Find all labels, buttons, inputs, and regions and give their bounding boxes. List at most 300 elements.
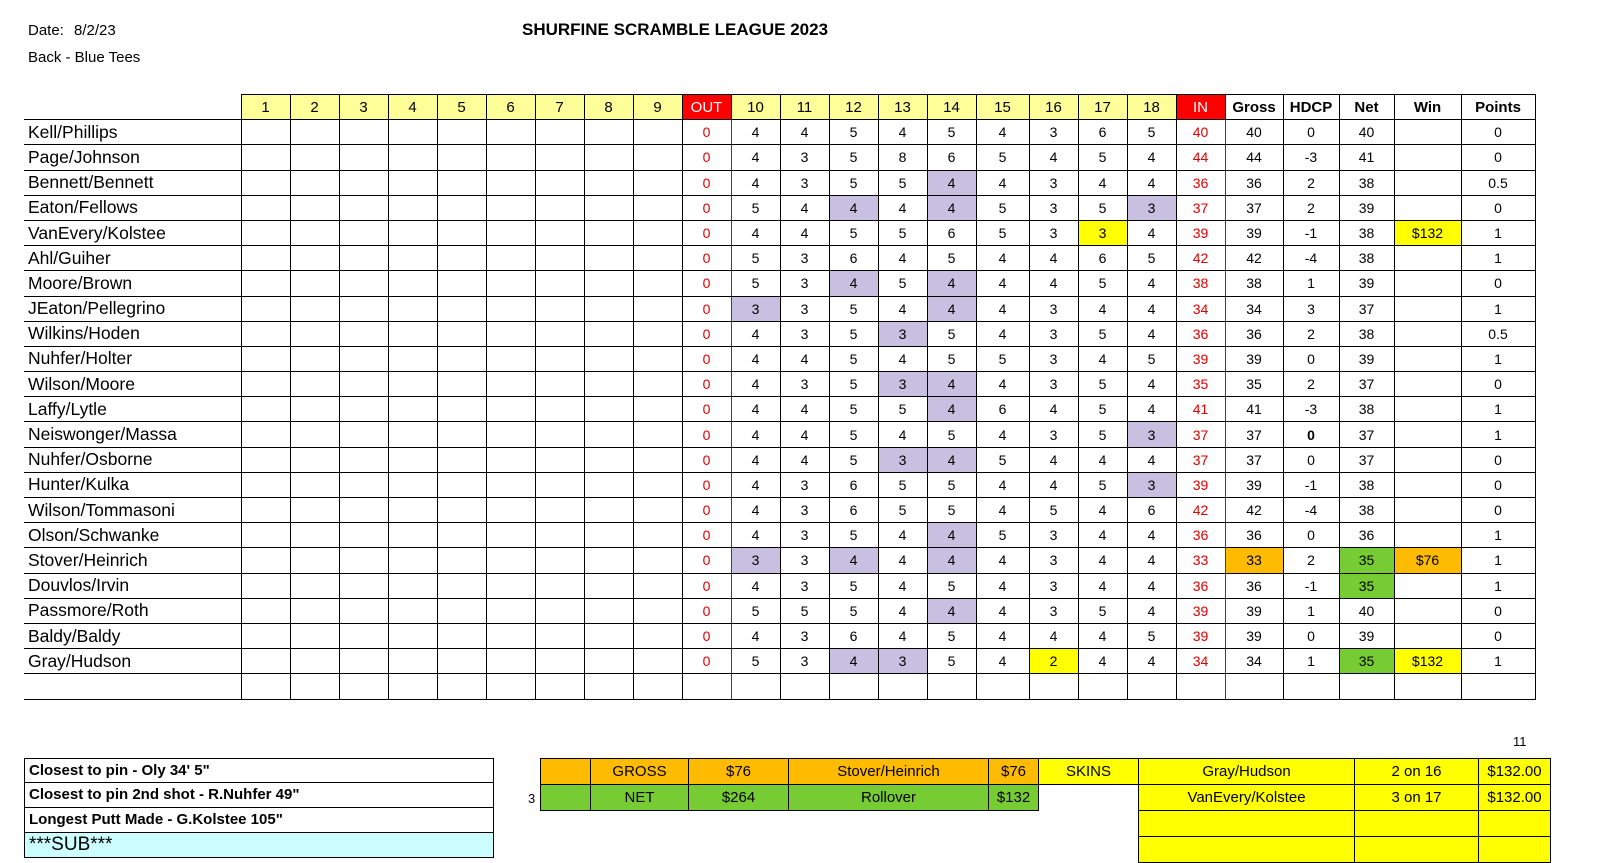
win-amount	[1394, 472, 1461, 497]
win-amount	[1394, 397, 1461, 422]
gross-score: 44	[1225, 145, 1283, 170]
front-hole-score	[437, 145, 486, 170]
back-hole-score: 5	[927, 623, 976, 648]
net-score: 37	[1339, 372, 1394, 397]
back-hole-score: 4	[1127, 573, 1176, 598]
back-hole-score: 4	[829, 649, 878, 674]
out-total: 0	[682, 573, 731, 598]
back-hole-score: 5	[976, 447, 1029, 472]
win-amount	[1394, 372, 1461, 397]
empty-cell	[535, 674, 584, 699]
front-hole-score	[388, 271, 437, 296]
front-hole-score	[584, 346, 633, 371]
back-hole-score: 5	[976, 195, 1029, 220]
points: 0.5	[1461, 170, 1535, 195]
back-hole-score: 6	[829, 472, 878, 497]
back-hole-score: 4	[1078, 623, 1127, 648]
front-hole-score	[388, 195, 437, 220]
gross-payout-row	[541, 759, 1551, 785]
in-total: 39	[1176, 220, 1225, 245]
front-hole-score	[633, 623, 682, 648]
skin-amount	[1479, 811, 1551, 837]
front-hole-score	[290, 649, 339, 674]
front-hole-score	[633, 296, 682, 321]
back-hole-score: 4	[1029, 397, 1078, 422]
net-score: 37	[1339, 296, 1394, 321]
gross-score: 37	[1225, 422, 1283, 447]
gross-score: 36	[1225, 523, 1283, 548]
handicap: 1	[1283, 598, 1339, 623]
front-hole-score	[633, 246, 682, 271]
front-hole-score	[339, 397, 388, 422]
back-hole-score: 4	[1029, 623, 1078, 648]
out-total: 0	[682, 321, 731, 346]
back-hole-score: 4	[829, 548, 878, 573]
back-hole-score: 4	[927, 447, 976, 472]
back-hole-score: 4	[731, 523, 780, 548]
team-row	[24, 447, 1535, 472]
gross-score: 42	[1225, 246, 1283, 271]
empty-cell	[241, 674, 290, 699]
back-hole-score: 4	[976, 271, 1029, 296]
front-hole-score	[290, 346, 339, 371]
front-hole-score	[633, 573, 682, 598]
back-hole-score: 4	[976, 321, 1029, 346]
front-hole-score	[290, 120, 339, 145]
back-hole-score: 5	[731, 649, 780, 674]
front-hole-score	[437, 523, 486, 548]
back-hole-score: 4	[878, 296, 927, 321]
back-hole-score: 5	[829, 573, 878, 598]
gross-winner: Stover/Heinrich	[789, 759, 989, 785]
back-hole-score: 4	[780, 195, 829, 220]
back-hole-score: 5	[829, 397, 878, 422]
front-hole-score	[437, 422, 486, 447]
back-hole-score: 5	[1078, 598, 1127, 623]
skin-amount: $132.00	[1479, 785, 1551, 811]
handicap: 2	[1283, 372, 1339, 397]
back-hole-score: 3	[780, 246, 829, 271]
empty-cell	[486, 674, 535, 699]
front-hole-score	[241, 372, 290, 397]
front-hole-score	[633, 548, 682, 573]
points: 1	[1461, 246, 1535, 271]
out-total: 0	[682, 472, 731, 497]
tees-label: Back - Blue Tees	[28, 49, 141, 66]
back-hole-score: 3	[1029, 598, 1078, 623]
front-hole-score	[388, 220, 437, 245]
skin-hole: 3 on 17	[1355, 785, 1479, 811]
front-hole-score	[241, 548, 290, 573]
column-header: Gross	[1225, 95, 1283, 120]
front-hole-score	[584, 195, 633, 220]
out-total: 0	[682, 346, 731, 371]
back-hole-score: 3	[780, 573, 829, 598]
back-hole-score: 6	[829, 623, 878, 648]
back-hole-score: 3	[780, 548, 829, 573]
empty-cell	[682, 674, 731, 699]
back-hole-score: 5	[1078, 472, 1127, 497]
back-hole-score: 4	[1078, 548, 1127, 573]
front-hole-score	[486, 145, 535, 170]
team-name: Bennett/Bennett	[24, 170, 241, 195]
back-hole-score: 6	[927, 145, 976, 170]
gross-each: $76	[989, 759, 1039, 785]
front-hole-score	[535, 472, 584, 497]
column-header: 7	[535, 95, 584, 120]
back-hole-score: 4	[731, 120, 780, 145]
front-hole-score	[388, 472, 437, 497]
front-hole-score	[290, 472, 339, 497]
front-hole-score	[633, 397, 682, 422]
net-score: 37	[1339, 422, 1394, 447]
front-hole-score	[437, 447, 486, 472]
back-hole-score: 4	[927, 296, 976, 321]
column-header-row	[24, 95, 1535, 120]
spacer-cell	[541, 811, 1139, 837]
front-hole-score	[388, 346, 437, 371]
front-hole-score	[584, 498, 633, 523]
skin-team: VanEvery/Kolstee	[1139, 785, 1355, 811]
back-hole-score: 3	[878, 372, 927, 397]
front-hole-score	[437, 598, 486, 623]
points: 0	[1461, 120, 1535, 145]
back-hole-score: 4	[1127, 649, 1176, 674]
front-hole-score	[584, 145, 633, 170]
column-header: 2	[290, 95, 339, 120]
back-hole-score: 6	[1078, 246, 1127, 271]
front-hole-score	[486, 195, 535, 220]
front-hole-score	[290, 145, 339, 170]
team-name: Wilkins/Hoden	[24, 321, 241, 346]
empty-skins-row	[541, 811, 1551, 837]
front-hole-score	[388, 321, 437, 346]
win-amount	[1394, 246, 1461, 271]
in-total: 36	[1176, 170, 1225, 195]
team-row	[24, 372, 1535, 397]
back-hole-score: 5	[829, 447, 878, 472]
out-total: 0	[682, 170, 731, 195]
front-hole-score	[437, 649, 486, 674]
back-hole-score: 4	[1078, 523, 1127, 548]
back-hole-score: 5	[1078, 271, 1127, 296]
skin-amount	[1479, 837, 1551, 863]
back-hole-score: 4	[1127, 321, 1176, 346]
back-hole-score: 3	[1029, 195, 1078, 220]
back-hole-score: 5	[878, 170, 927, 195]
net-score: 38	[1339, 321, 1394, 346]
empty-cell	[780, 674, 829, 699]
gross-score: 37	[1225, 447, 1283, 472]
front-hole-score	[486, 346, 535, 371]
front-hole-score	[339, 195, 388, 220]
team-name: Neiswonger/Massa	[24, 422, 241, 447]
empty-cell	[1225, 674, 1283, 699]
back-hole-score: 5	[780, 598, 829, 623]
front-hole-score	[486, 170, 535, 195]
back-hole-score: 3	[878, 649, 927, 674]
front-hole-score	[535, 422, 584, 447]
points: 0	[1461, 195, 1535, 220]
back-hole-score: 4	[878, 573, 927, 598]
back-hole-score: 4	[731, 145, 780, 170]
front-hole-score	[584, 623, 633, 648]
skin-hole: 2 on 16	[1355, 759, 1479, 785]
front-hole-score	[633, 145, 682, 170]
win-amount	[1394, 623, 1461, 648]
front-hole-score	[388, 422, 437, 447]
net-score: 38	[1339, 472, 1394, 497]
back-hole-score: 4	[878, 120, 927, 145]
front-hole-score	[388, 548, 437, 573]
in-total: 37	[1176, 195, 1225, 220]
back-hole-score: 4	[927, 372, 976, 397]
column-header: 5	[437, 95, 486, 120]
front-hole-score	[339, 573, 388, 598]
front-hole-score	[584, 573, 633, 598]
front-hole-score	[633, 195, 682, 220]
empty-cell	[1394, 674, 1461, 699]
column-header: IN	[1176, 95, 1225, 120]
in-total: 39	[1176, 346, 1225, 371]
points: 1	[1461, 422, 1535, 447]
front-hole-score	[584, 422, 633, 447]
back-hole-score: 4	[976, 296, 1029, 321]
team-name: Laffy/Lytle	[24, 397, 241, 422]
back-hole-score: 3	[1029, 170, 1078, 195]
front-hole-score	[290, 321, 339, 346]
closest-second-shot-note: Closest to pin 2nd shot - R.Nuhfer 49"	[24, 783, 494, 808]
front-hole-score	[339, 498, 388, 523]
back-hole-score: 5	[1078, 195, 1127, 220]
front-hole-score	[388, 649, 437, 674]
back-hole-score: 4	[731, 498, 780, 523]
empty-row	[24, 674, 1535, 699]
win-amount	[1394, 195, 1461, 220]
win-amount	[1394, 120, 1461, 145]
column-header: 1	[241, 95, 290, 120]
back-hole-score: 4	[1029, 447, 1078, 472]
longest-putt-note: Longest Putt Made - G.Kolstee 105"	[24, 808, 494, 833]
front-hole-score	[241, 573, 290, 598]
points-total: 11	[1513, 734, 1527, 749]
gross-score: 36	[1225, 573, 1283, 598]
front-hole-score	[241, 321, 290, 346]
back-hole-score: 4	[731, 422, 780, 447]
back-hole-score: 3	[731, 296, 780, 321]
empty-cell	[437, 674, 486, 699]
front-hole-score	[633, 271, 682, 296]
team-row	[24, 598, 1535, 623]
front-hole-score	[241, 346, 290, 371]
net-score: 39	[1339, 623, 1394, 648]
out-total: 0	[682, 397, 731, 422]
front-hole-score	[633, 523, 682, 548]
back-hole-score: 4	[1029, 271, 1078, 296]
skin-amount: $132.00	[1479, 759, 1551, 785]
back-hole-score: 5	[1078, 321, 1127, 346]
handicap: 0	[1283, 623, 1339, 648]
back-hole-score: 5	[829, 321, 878, 346]
win-amount	[1394, 296, 1461, 321]
back-hole-score: 4	[927, 598, 976, 623]
gross-amount: $76	[689, 759, 789, 785]
back-hole-score: 3	[780, 296, 829, 321]
in-total: 44	[1176, 145, 1225, 170]
handicap: 3	[1283, 296, 1339, 321]
win-amount	[1394, 422, 1461, 447]
front-hole-score	[437, 170, 486, 195]
back-hole-score: 3	[780, 145, 829, 170]
back-hole-score: 5	[829, 422, 878, 447]
column-header: 10	[731, 95, 780, 120]
net-amount: $264	[689, 785, 789, 811]
out-total: 0	[682, 145, 731, 170]
handicap: -4	[1283, 498, 1339, 523]
front-hole-score	[339, 120, 388, 145]
date-line	[28, 22, 116, 39]
back-hole-score: 4	[878, 422, 927, 447]
net-score: 39	[1339, 346, 1394, 371]
empty-cell	[1127, 674, 1176, 699]
back-hole-score: 4	[878, 523, 927, 548]
front-hole-score	[339, 422, 388, 447]
back-hole-score: 5	[927, 422, 976, 447]
back-hole-score: 4	[731, 372, 780, 397]
team-row	[24, 195, 1535, 220]
net-swatch	[541, 785, 591, 811]
back-hole-score: 4	[976, 548, 1029, 573]
back-hole-score: 4	[927, 397, 976, 422]
front-hole-score	[486, 573, 535, 598]
front-hole-score	[290, 523, 339, 548]
back-hole-score: 4	[1029, 472, 1078, 497]
team-row	[24, 649, 1535, 674]
front-hole-score	[633, 598, 682, 623]
front-hole-score	[486, 598, 535, 623]
gross-score: 36	[1225, 321, 1283, 346]
front-hole-score	[388, 447, 437, 472]
win-amount	[1394, 346, 1461, 371]
front-hole-score	[486, 472, 535, 497]
team-row	[24, 321, 1535, 346]
front-hole-score	[584, 296, 633, 321]
empty-cell	[1029, 674, 1078, 699]
front-hole-score	[486, 220, 535, 245]
net-score: 35	[1339, 649, 1394, 674]
back-hole-score: 3	[878, 321, 927, 346]
column-header: 14	[927, 95, 976, 120]
front-hole-score	[339, 321, 388, 346]
handicap: 2	[1283, 548, 1339, 573]
front-hole-score	[486, 120, 535, 145]
back-hole-score: 4	[976, 170, 1029, 195]
empty-cell	[584, 674, 633, 699]
in-total: 36	[1176, 523, 1225, 548]
front-hole-score	[388, 372, 437, 397]
points: 0	[1461, 623, 1535, 648]
sub-note: ***SUB***	[24, 833, 494, 858]
front-hole-score	[241, 145, 290, 170]
back-hole-score: 4	[1127, 548, 1176, 573]
front-hole-score	[290, 397, 339, 422]
skin-team	[1139, 837, 1355, 863]
back-hole-score: 5	[927, 346, 976, 371]
net-winner: Rollover	[789, 785, 989, 811]
team-row	[24, 346, 1535, 371]
front-hole-score	[339, 296, 388, 321]
empty-cell	[633, 674, 682, 699]
front-hole-score	[437, 271, 486, 296]
front-hole-score	[486, 321, 535, 346]
gross-score: 34	[1225, 296, 1283, 321]
back-hole-score: 6	[1078, 120, 1127, 145]
team-name: Eaton/Fellows	[24, 195, 241, 220]
front-hole-score	[437, 372, 486, 397]
front-hole-score	[388, 170, 437, 195]
empty-cell	[927, 674, 976, 699]
corner-cell	[24, 95, 241, 120]
gross-score: 39	[1225, 598, 1283, 623]
back-hole-score: 5	[1029, 498, 1078, 523]
back-hole-score: 3	[780, 623, 829, 648]
column-header: Net	[1339, 95, 1394, 120]
in-total: 35	[1176, 372, 1225, 397]
back-hole-score: 5	[878, 220, 927, 245]
back-hole-score: 4	[731, 397, 780, 422]
out-total: 0	[682, 271, 731, 296]
front-hole-score	[339, 372, 388, 397]
out-total: 0	[682, 246, 731, 271]
back-hole-score: 5	[878, 472, 927, 497]
net-score: 38	[1339, 246, 1394, 271]
out-total: 0	[682, 220, 731, 245]
team-name: Passmore/Roth	[24, 598, 241, 623]
closest-to-pin-note: Closest to pin - Oly 34' 5"	[24, 758, 494, 783]
team-row	[24, 472, 1535, 497]
back-hole-score: 4	[927, 170, 976, 195]
team-row	[24, 422, 1535, 447]
front-hole-score	[486, 296, 535, 321]
front-hole-score	[633, 120, 682, 145]
front-hole-score	[486, 397, 535, 422]
points: 0	[1461, 447, 1535, 472]
back-hole-score: 4	[976, 649, 1029, 674]
front-hole-score	[486, 271, 535, 296]
back-hole-score: 6	[976, 397, 1029, 422]
front-hole-score	[584, 321, 633, 346]
back-hole-score: 4	[927, 523, 976, 548]
net-score: 38	[1339, 170, 1394, 195]
back-hole-score: 4	[731, 623, 780, 648]
back-hole-score: 4	[1127, 598, 1176, 623]
front-hole-score	[388, 120, 437, 145]
win-amount	[1394, 321, 1461, 346]
front-hole-score	[290, 246, 339, 271]
empty-cell	[1283, 674, 1339, 699]
back-hole-score: 4	[829, 195, 878, 220]
back-hole-score: 4	[976, 498, 1029, 523]
handicap: 2	[1283, 321, 1339, 346]
handicap: 0	[1283, 447, 1339, 472]
empty-cell	[1339, 674, 1394, 699]
back-hole-score: 3	[1029, 220, 1078, 245]
out-total: 0	[682, 195, 731, 220]
back-hole-score: 3	[1029, 573, 1078, 598]
back-hole-score: 3	[780, 472, 829, 497]
column-header: Points	[1461, 95, 1535, 120]
front-hole-score	[633, 346, 682, 371]
